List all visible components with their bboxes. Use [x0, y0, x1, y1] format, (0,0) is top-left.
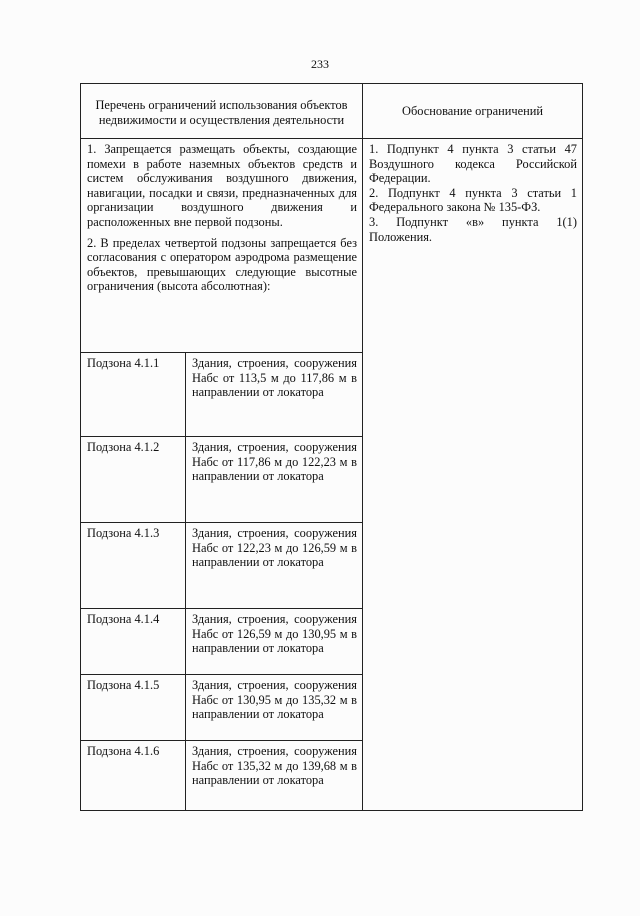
- restrictions-table: [80, 83, 583, 811]
- subzone-desc: Здания, строения, сооружения Набс от 122,23 м до 126,59 м в направлении от локатора: [186, 523, 363, 609]
- subzone-name: Подзона 4.1.2: [81, 437, 186, 523]
- restriction-1: 1. Запрещается размещать объекты, создающие помехи в работе наземных объектов средств и систем обслуживания воздушного движения, навигации, посадки и связи, предназначенных для организации воздушного движения и расположенных вне первой подзоны.: [87, 142, 357, 229]
- subzone-name: Подзона 4.1.6: [81, 741, 186, 811]
- subzone-desc: Здания, строения, сооружения Набс от 130,95 м до 135,32 м в направлении от локатора: [186, 675, 363, 741]
- restrictions-text-cell: [81, 139, 363, 353]
- header-basis: Обоснование ограничений: [363, 84, 583, 139]
- subzone-name: Подзона 4.1.1: [81, 353, 186, 437]
- subzone-desc: Здания, строения, сооружения Набс от 113,5 м до 117,86 м в направлении от локатора: [186, 353, 363, 437]
- basis-2: 2. Подпункт 4 пункта 3 статьи 1 Федерального закона № 135-ФЗ.: [369, 185, 577, 215]
- header-restrictions: Перечень ограничений использования объектов недвижимости и осуществления деятельности: [81, 84, 363, 139]
- basis-cell: [363, 139, 583, 811]
- restriction-2: 2. В пределах четвертой подзоны запрещается без согласования с оператором аэродрома размещение объектов, превышающих следующие высотные ограничения (высота абсолютная):: [87, 235, 357, 294]
- subzone-name: Подзона 4.1.3: [81, 523, 186, 609]
- subzone-desc: Здания, строения, сооружения Набс от 126,59 м до 130,95 м в направлении от локатора: [186, 609, 363, 675]
- subzone-desc: Здания, строения, сооружения Набс от 135,32 м до 139,68 м в направлении от локатора: [186, 741, 363, 811]
- basis-1: 1. Подпункт 4 пункта 3 статьи 47 Воздушного кодекса Российской Федерации.: [369, 142, 577, 186]
- basis-3: 3. Подпункт «в» пункта 1(1) Положения.: [369, 214, 577, 244]
- subzone-desc: Здания, строения, сооружения Набс от 117,86 м до 122,23 м в направлении от локатора: [186, 437, 363, 523]
- subzone-name: Подзона 4.1.5: [81, 675, 186, 741]
- page-number: 233: [311, 57, 329, 71]
- subzone-name: Подзона 4.1.4: [81, 609, 186, 675]
